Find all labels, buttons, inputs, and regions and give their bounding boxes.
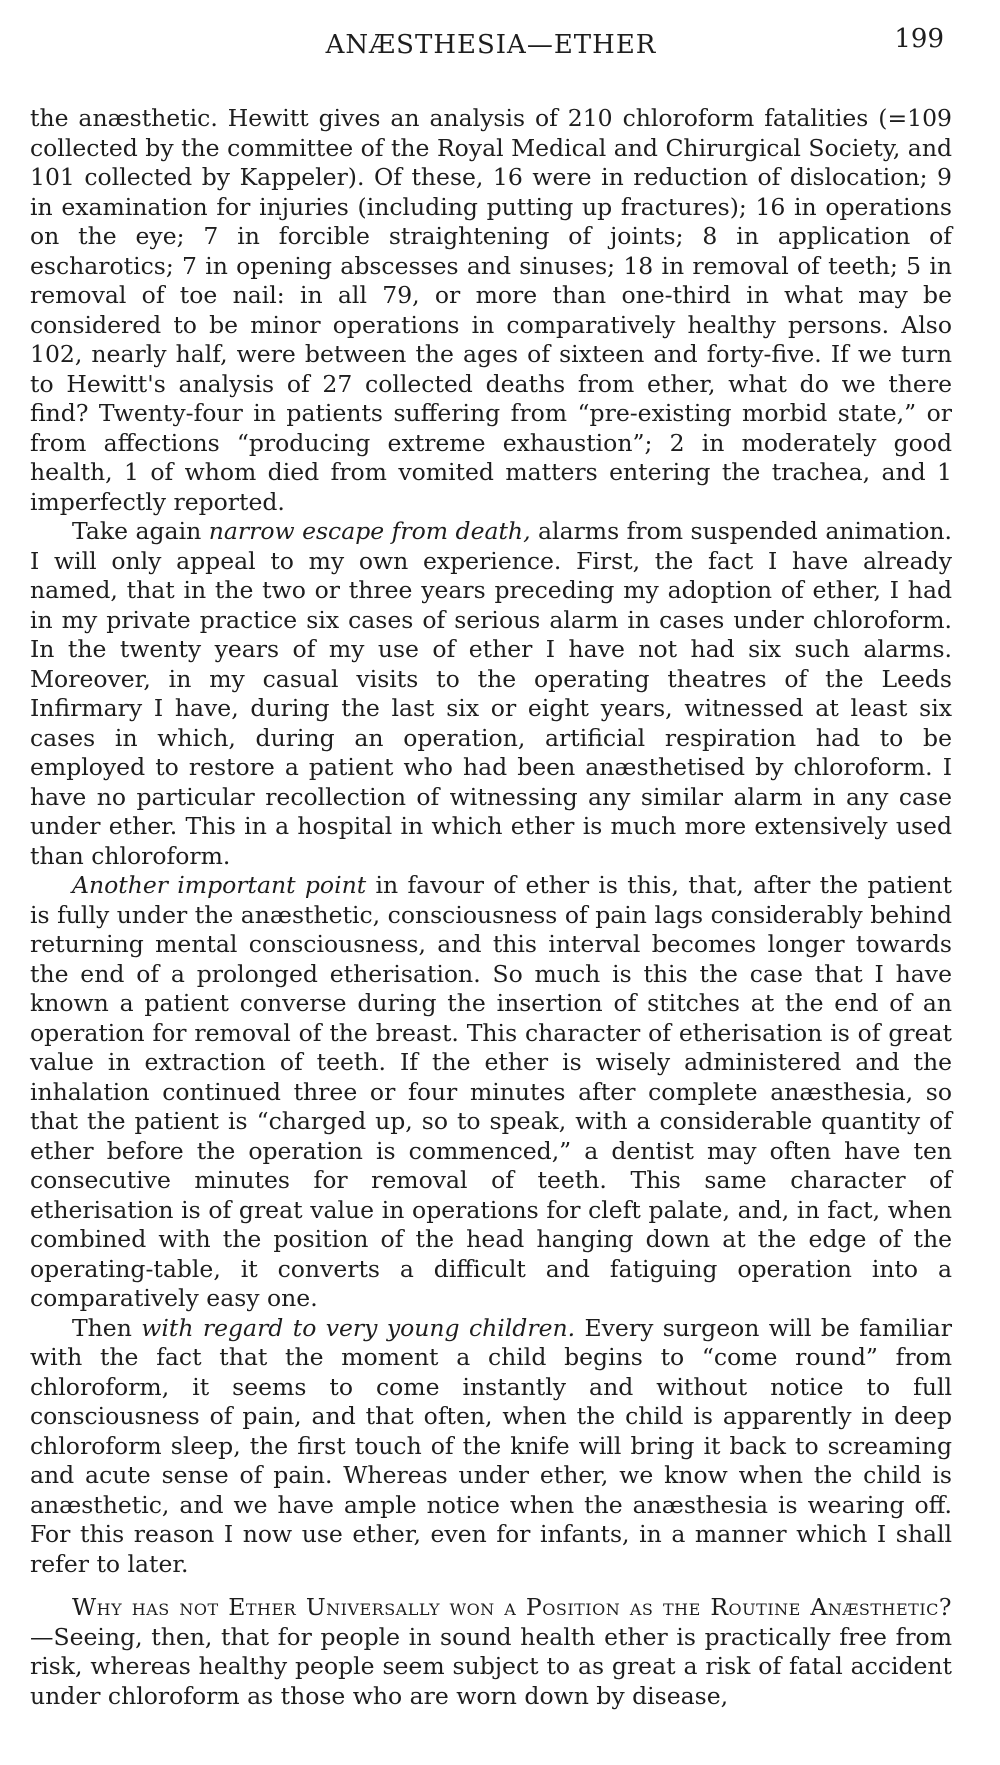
paragraph-2-text: alarms from suspended animation. I will only appeal to my own experience. First, the fact I have already named, that in the two or three years preceding my adoption of ether, I had in my private practice six cases of serious alarm in cases under chloroform. In the twenty years of my use of ether I have not had six such alarms. Moreover, in my casual visits to the operating theatres of the Leeds Infirmary I have, during the last six or eight years, witnessed at least six cases in which, during an operation, artificial respiration had to be employed to restore a patient who had been anæsthetised by chloroform. I have no particular recollection of witnessing any similar alarm in any case under ether. This in a hospital in which ether is much more extensively used than chloroform.: [30, 517, 953, 870]
paragraph-5-text: —Seeing, then, that for people in sound health ether is practically free from risk, whereas healthy people seem subject to as great a risk of fatal accident under chloroform as those who are worn down by disease,: [30, 1622, 952, 1710]
running-head: [30, 24, 952, 68]
paragraph-2: [30, 517, 952, 871]
paragraph-3-emphasis: Another important point: [72, 871, 367, 899]
paragraph-4-text: Every surgeon will be familiar with the fact that the moment a child begins to “come round” from chloroform, it seems to come instantly and without notice to full consciousness of pain, and that often, when the child is apparently in deep chloroform sleep, the first touch of the knife will bring it back to screaming and acute sense of pain. Whereas under ether, we know when the child is anæsthetic, and we have ample notice when the anæsthesia is wearing off. For this reason I now use ether, even for infants, in a manner which I shall refer to later.: [30, 1313, 953, 1578]
paragraph-5: [30, 1593, 952, 1711]
paragraph-1: [30, 104, 952, 517]
paragraph-4-emphasis: with regard to very young children.: [141, 1313, 576, 1342]
paragraph-4-lead: Then: [72, 1313, 142, 1342]
section-heading: Why has not Ether Universally won a Position as the Routine Anæsthetic?: [72, 1593, 952, 1621]
paragraph-4: [30, 1314, 952, 1580]
paragraph-3: [30, 871, 952, 1314]
paragraph-1-text: the anæsthetic. Hewitt gives an analysis of 210 chloroform fatalities (=109 collected by the committee of the Royal Medical and Chirurgical Society, and 101 collected by Kappeler). Of these, 16 were in reduction of dislocation; 9 in examination for injuries (including putting up fractures); 16 in operations on the eye; 7 in forcible straightening of joints; 8 in application of escharotics; 7 in opening abscesses and sinuses; 18 in removal of teeth; 5 in removal of toe nail: in all 79, or more than one-third in what may be considered to be minor operations in comparatively healthy persons. Also 102, nearly half, were between the ages of sixteen and forty-five. If we turn to Hewitt's analysis of 27 collected deaths from ether, what do we there find? Twenty-four in patients suffering from “pre-existing morbid state,” or from affections “producing extreme exhaustion”; 2 in moderately good health, 1 of whom died from vomited matters entering the trachea, and 1 imperfectly reported.: [30, 104, 952, 516]
paragraph-2-lead: Take again: [72, 517, 209, 545]
page-number: 199: [894, 24, 944, 54]
body-text: [30, 104, 952, 1711]
paragraph-3-text: in favour of ether is this, that, after the patient is fully under the anæsthetic, consciousness of pain lags considerably behind returning mental consciousness, and this interval becomes longer towards the end of a prolonged etherisation. So much is this the case that I have known a patient converse during the insertion of stitches at the end of an operation for removal of the breast. This character of etherisation is of great value in extraction of teeth. If the ether is wisely administered and the inhalation continued three or four minutes after complete anæsthesia, so that the patient is “charged up, so to speak, with a considerable quantity of ether before the operation is commenced,” a dentist may often have ten consecutive minutes for removal of teeth. This same character of etherisation is of great value in operations for cleft palate, and, in fact, when combined with the position of the head hanging down at the edge of the operating-table, it converts a difficult and fatiguing operation into a comparatively easy one.: [30, 871, 952, 1312]
running-title: ANÆSTHESIA—ETHER: [325, 30, 657, 60]
paragraph-2-emphasis: narrow escape from death,: [208, 517, 531, 545]
